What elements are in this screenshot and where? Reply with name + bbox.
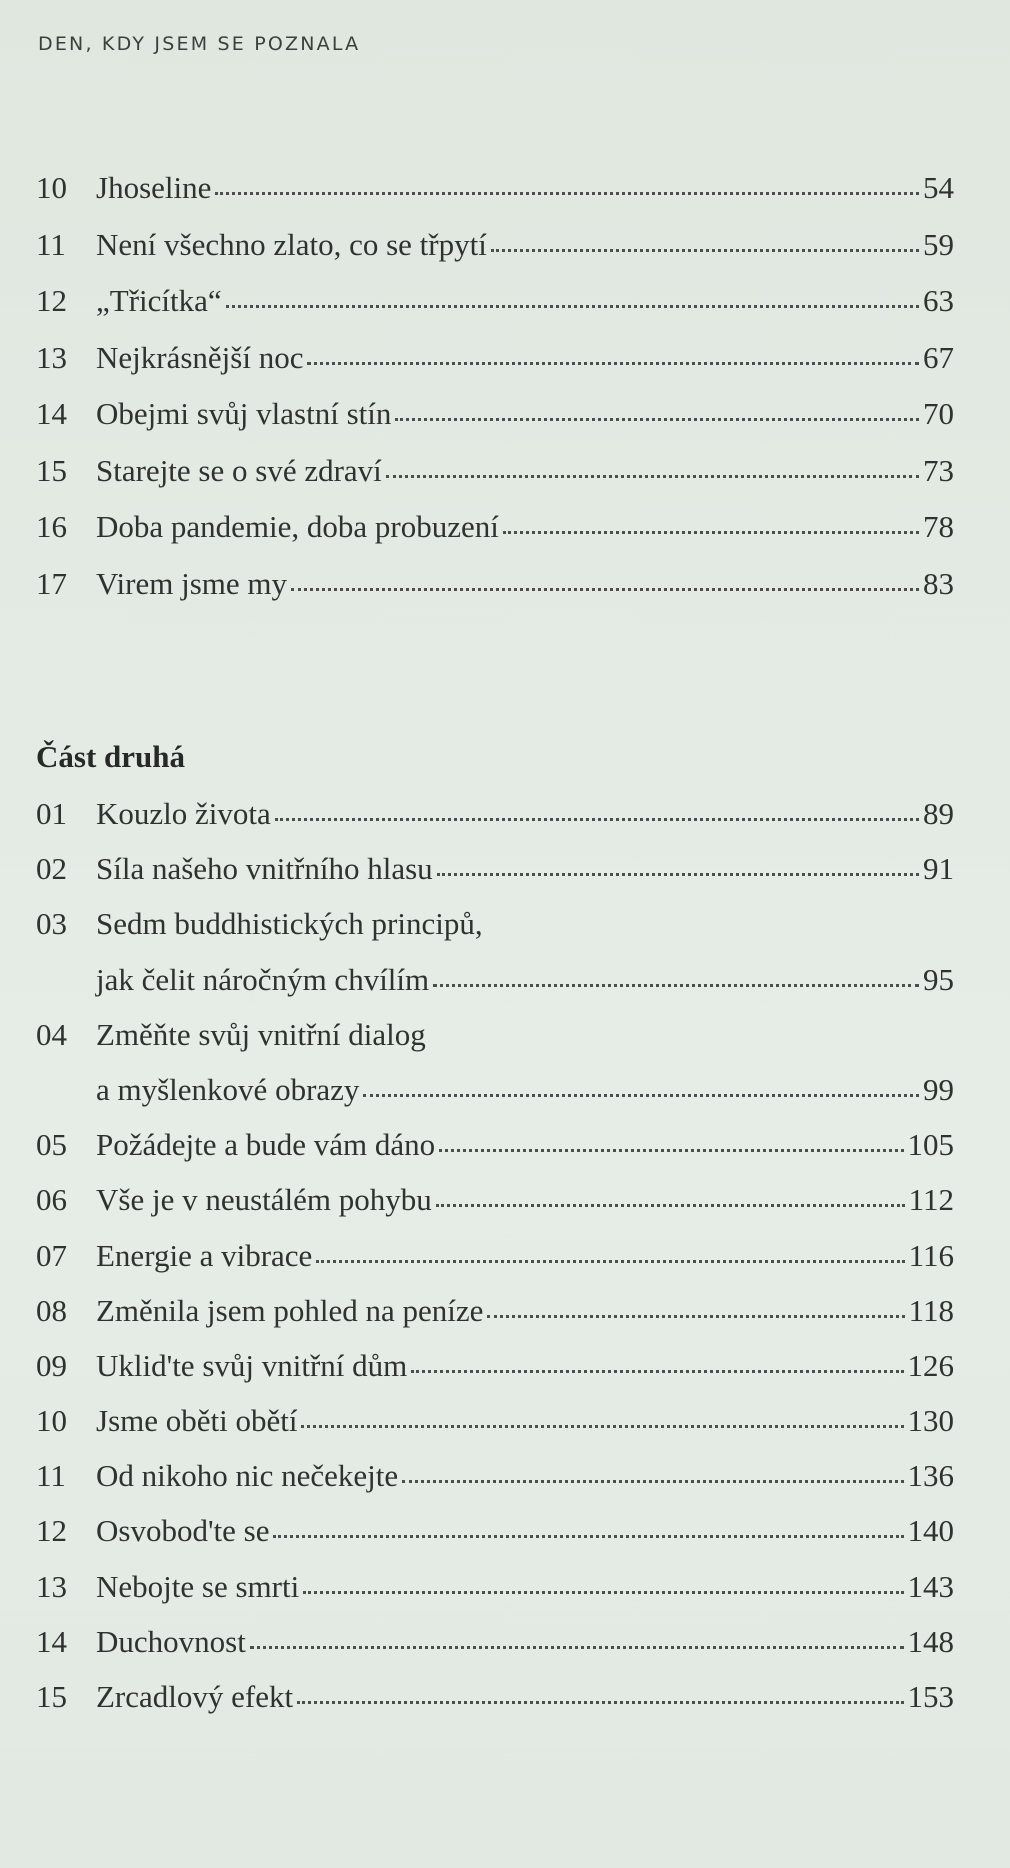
- page-number: 130: [907, 1403, 954, 1439]
- page-number: 126: [907, 1347, 954, 1383]
- chapter-number: 06: [36, 1182, 67, 1218]
- toc-entry-line: [36, 443, 954, 500]
- chapter-number: 15: [36, 452, 67, 488]
- toc-entry-line: [36, 1338, 954, 1393]
- chapter-number: 14: [36, 396, 67, 431]
- page-number: 140: [907, 1513, 954, 1549]
- dot-leader: [436, 1203, 905, 1207]
- dot-leader: [297, 1700, 903, 1704]
- toc-entry-line: [36, 1559, 954, 1614]
- toc-entry-line: [36, 896, 954, 951]
- section-title: Část druhá: [36, 739, 186, 774]
- toc-entry-line: [36, 1448, 954, 1503]
- dot-leader: [301, 1424, 903, 1428]
- toc-entry[interactable]: [36, 1338, 954, 1393]
- chapter-number: 07: [36, 1237, 67, 1273]
- chapter-title: jak čelit náročným chvílím: [96, 961, 430, 997]
- chapter-title: Sedm buddhistických principů,: [96, 906, 483, 942]
- toc-entry[interactable]: [36, 1448, 954, 1503]
- page-number: 89: [923, 796, 954, 831]
- dot-leader: [275, 817, 919, 821]
- toc-entry-line: [36, 1614, 954, 1669]
- toc-entry[interactable]: [36, 1228, 954, 1283]
- chapter-title: Požádejte a bude vám dáno: [96, 1127, 436, 1163]
- dot-leader: [215, 191, 919, 195]
- dot-leader: [411, 1369, 903, 1373]
- toc-entry[interactable]: [36, 443, 954, 500]
- page-number: 99: [923, 1071, 954, 1107]
- page-number: 70: [923, 396, 954, 431]
- toc-entry[interactable]: [36, 217, 954, 274]
- toc-entry-line: [36, 1669, 954, 1724]
- toc-entry[interactable]: [36, 1172, 954, 1227]
- page-number: 136: [907, 1458, 954, 1494]
- dot-leader: [303, 1590, 903, 1594]
- chapter-title: Osvobod'te se: [96, 1513, 270, 1549]
- page-number: 153: [907, 1679, 954, 1714]
- chapter-title: Není všechno zlato, co se třpytí: [96, 226, 487, 262]
- chapter-title: Uklid'te svůj vnitřní dům: [96, 1347, 408, 1383]
- chapter-number: 13: [36, 339, 67, 375]
- toc-entry[interactable]: [36, 499, 954, 556]
- toc-entry[interactable]: [36, 1283, 954, 1338]
- toc-entry-line: [36, 499, 954, 556]
- dot-leader: [437, 872, 919, 876]
- chapter-number: 10: [36, 1403, 67, 1439]
- toc-entry[interactable]: [36, 1503, 954, 1558]
- toc-entry-line: [36, 1228, 954, 1283]
- dot-leader: [273, 1534, 903, 1538]
- toc-entry-line: [36, 1393, 954, 1448]
- toc-entry-line: [36, 1007, 954, 1062]
- toc-entry[interactable]: [36, 896, 954, 1006]
- running-header: DEN, KDY JSEM SE POZNALA: [38, 33, 361, 55]
- dot-leader: [226, 304, 919, 308]
- toc-entry-line: [36, 556, 954, 613]
- toc-entry[interactable]: [36, 386, 954, 443]
- chapter-title: Nebojte se smrti: [96, 1568, 300, 1604]
- dot-leader: [503, 530, 919, 534]
- toc-entry-line: [36, 1283, 954, 1338]
- chapter-number: 03: [36, 906, 67, 942]
- chapter-title: Od nikoho nic nečekejte: [96, 1458, 399, 1494]
- toc-entry-line: [36, 160, 954, 217]
- chapter-title: Vše je v neustálém pohybu: [96, 1182, 432, 1218]
- page-number: 95: [923, 961, 954, 997]
- dot-leader: [433, 983, 919, 987]
- page-number: 105: [907, 1127, 954, 1163]
- page-number: 118: [908, 1292, 954, 1328]
- chapter-number: 13: [36, 1568, 67, 1604]
- chapter-number: 17: [36, 565, 67, 601]
- page-number: 148: [907, 1623, 954, 1659]
- dot-leader: [386, 474, 919, 478]
- chapter-number: 04: [36, 1016, 67, 1052]
- dot-leader: [491, 248, 919, 252]
- page-number: 59: [923, 226, 954, 262]
- chapter-title: Kouzlo života: [96, 796, 271, 831]
- chapter-title: Jhoseline: [96, 170, 212, 205]
- chapter-title: Obejmi svůj vlastní stín: [96, 396, 392, 431]
- chapter-number: 08: [36, 1292, 67, 1328]
- dot-leader: [439, 1148, 903, 1152]
- toc-entry[interactable]: [36, 1559, 954, 1614]
- chapter-title: „Třicítka“: [96, 283, 222, 318]
- chapter-title: Síla našeho vnitřního hlasu: [96, 851, 433, 887]
- toc-entry[interactable]: [36, 1117, 954, 1172]
- toc-entry[interactable]: [36, 1007, 954, 1117]
- chapter-title: Změnila jsem pohled na peníze: [96, 1292, 484, 1328]
- chapter-title: Doba pandemie, doba probuzení: [96, 509, 499, 544]
- dot-leader: [402, 1479, 903, 1483]
- page-number: 67: [923, 339, 954, 375]
- page-number: 73: [923, 452, 954, 488]
- toc-entry[interactable]: [36, 556, 954, 613]
- toc-entry[interactable]: [36, 273, 954, 330]
- toc-entry[interactable]: [36, 1393, 954, 1448]
- chapter-number: 11: [36, 1458, 66, 1494]
- dot-leader: [307, 361, 919, 365]
- chapter-number: 09: [36, 1347, 67, 1383]
- dot-leader: [316, 1259, 904, 1263]
- dot-leader: [291, 587, 919, 591]
- toc-entry-line: [36, 1503, 954, 1558]
- toc-entry-continuation: [36, 1062, 954, 1117]
- toc-entry[interactable]: [36, 786, 954, 841]
- chapter-title: Změňte svůj vnitřní dialog: [96, 1016, 426, 1052]
- chapter-title: Zrcadlový efekt: [96, 1679, 294, 1714]
- page-number: 112: [908, 1182, 954, 1218]
- toc-part-one: [36, 160, 954, 612]
- chapter-number: 16: [36, 509, 67, 544]
- chapter-number: 14: [36, 1623, 67, 1659]
- chapter-title: Nejkrásnější noc: [96, 339, 304, 375]
- toc-entry-line: [36, 386, 954, 443]
- dot-leader: [363, 1093, 919, 1097]
- toc-entry-line: [36, 330, 954, 387]
- toc-entry[interactable]: [36, 841, 954, 896]
- toc-entry-continuation: [36, 952, 954, 1007]
- chapter-number: 01: [36, 796, 67, 831]
- toc-entry-line: [36, 1117, 954, 1172]
- chapter-number: 10: [36, 170, 67, 205]
- toc-entry[interactable]: [36, 1614, 954, 1669]
- page-number: 78: [923, 509, 954, 544]
- toc-entry-line: [36, 1172, 954, 1227]
- chapter-number: 02: [36, 851, 67, 887]
- toc-entry[interactable]: [36, 160, 954, 217]
- page-number: 116: [908, 1237, 954, 1273]
- chapter-title: Jsme oběti obětí: [96, 1403, 298, 1439]
- dot-leader: [395, 417, 919, 421]
- chapter-title: Energie a vibrace: [96, 1237, 313, 1273]
- page-number: 54: [923, 170, 954, 205]
- toc-entry-line: [36, 841, 954, 896]
- page-number: 83: [923, 565, 954, 601]
- page-number: 63: [923, 283, 954, 318]
- chapter-title: Virem jsme my: [96, 565, 287, 601]
- chapter-number: 15: [36, 1679, 67, 1714]
- chapter-number: 05: [36, 1127, 67, 1163]
- toc-entry[interactable]: [36, 330, 954, 387]
- page-number: 91: [923, 851, 954, 887]
- toc-part-two: [36, 739, 954, 1724]
- toc-entry-line: [36, 786, 954, 841]
- page-number: 143: [907, 1568, 954, 1604]
- dot-leader: [487, 1314, 904, 1318]
- chapter-title: Duchovnost: [96, 1623, 246, 1659]
- toc-entry-line: [36, 217, 954, 274]
- chapter-number: 12: [36, 1513, 67, 1549]
- chapter-number: 11: [36, 226, 66, 262]
- chapter-number: 12: [36, 283, 67, 318]
- dot-leader: [250, 1645, 904, 1649]
- toc-entry-line: [36, 273, 954, 330]
- chapter-title: a myšlenkové obrazy: [96, 1071, 360, 1107]
- toc-entry[interactable]: [36, 1669, 954, 1724]
- chapter-title: Starejte se o své zdraví: [96, 452, 382, 488]
